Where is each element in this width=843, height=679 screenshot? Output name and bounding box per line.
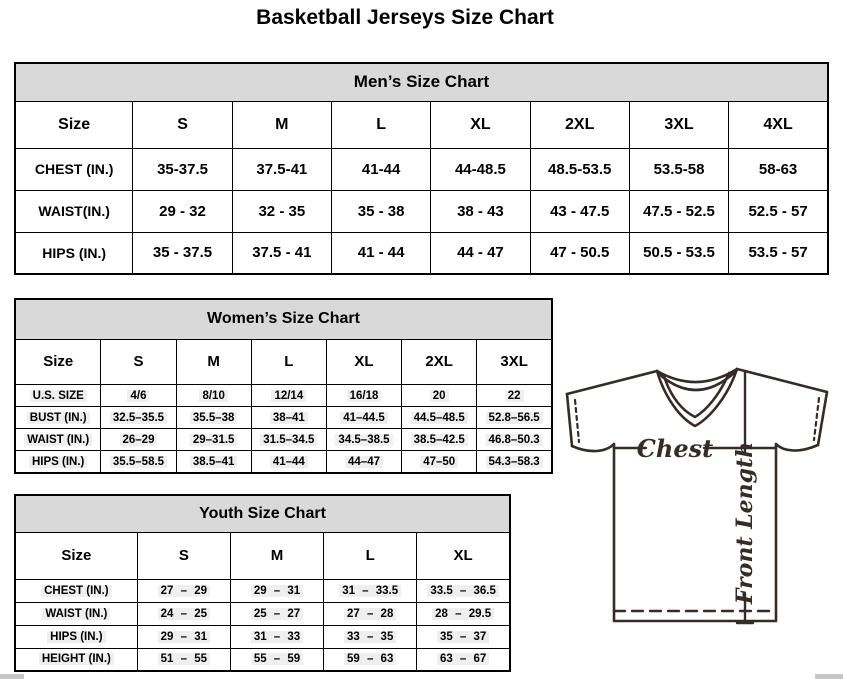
- table-title: Men’s Size Chart: [15, 63, 828, 101]
- size-cell: 8/10: [176, 384, 251, 406]
- column-header: XL: [431, 101, 530, 148]
- size-cell: 41–44: [251, 451, 326, 473]
- size-cell: 27 – 28: [324, 602, 417, 625]
- womens-size-table: [14, 298, 553, 474]
- column-header: 4XL: [729, 101, 828, 148]
- page-title: Basketball Jerseys Size Chart: [256, 6, 554, 29]
- row-label: BUST (IN.): [15, 407, 101, 429]
- size-cell: 22: [477, 384, 552, 406]
- size-cell: 43 - 47.5: [530, 190, 629, 232]
- table-row: [15, 579, 510, 602]
- row-label: WAIST (IN.): [15, 429, 101, 451]
- size-cell: 44-48.5: [431, 148, 530, 190]
- size-cell: 52.8–56.5: [477, 407, 552, 429]
- size-cell: 53.5-58: [629, 148, 728, 190]
- size-cell: 38 - 43: [431, 190, 530, 232]
- table-title: Youth Size Chart: [15, 495, 510, 532]
- size-cell: 27 – 29: [137, 579, 230, 602]
- size-cell: 26–29: [101, 429, 176, 451]
- size-cell: 25 – 27: [230, 602, 323, 625]
- column-header: 3XL: [629, 101, 728, 148]
- row-label: HIPS (IN.): [15, 232, 133, 274]
- column-header: XL: [326, 339, 401, 384]
- column-header: S: [133, 101, 232, 148]
- size-cell: 48.5-53.5: [530, 148, 629, 190]
- size-cell: 47–50: [402, 451, 477, 473]
- column-header: 2XL: [402, 339, 477, 384]
- column-header: S: [137, 532, 230, 579]
- column-header: Size: [15, 532, 137, 579]
- column-header: L: [251, 339, 326, 384]
- size-cell: 41-44: [331, 148, 430, 190]
- size-cell: 63 – 67: [417, 648, 510, 671]
- column-header: Size: [15, 101, 133, 148]
- size-cell: 33.5 – 36.5: [417, 579, 510, 602]
- size-cell: 35 – 37: [417, 625, 510, 648]
- size-cell: 29–31.5: [176, 429, 251, 451]
- size-cell: 33 – 35: [324, 625, 417, 648]
- size-cell: 44.5–48.5: [402, 407, 477, 429]
- table-row: [15, 625, 510, 648]
- table-row: [15, 407, 552, 429]
- size-cell: 32.5–35.5: [101, 407, 176, 429]
- column-header: L: [331, 101, 430, 148]
- row-label: CHEST (IN.): [15, 148, 133, 190]
- size-cell: 31 – 33.5: [324, 579, 417, 602]
- table-row: [15, 232, 828, 274]
- front-length-label: Front Length: [732, 441, 758, 605]
- size-cell: 31.5–34.5: [251, 429, 326, 451]
- column-header: M: [176, 339, 251, 384]
- size-cell: 41 - 44: [331, 232, 430, 274]
- size-cell: 16/18: [326, 384, 401, 406]
- size-cell: 37.5 - 41: [232, 232, 331, 274]
- table-row: [15, 384, 552, 406]
- table-row: [15, 602, 510, 625]
- table-row: [15, 148, 828, 190]
- jersey-measurement-diagram: [556, 360, 840, 632]
- size-cell: 29 - 32: [133, 190, 232, 232]
- size-cell: 35 - 37.5: [133, 232, 232, 274]
- jersey-outline-icon: [567, 369, 827, 621]
- column-header: L: [324, 532, 417, 579]
- size-cell: 4/6: [101, 384, 176, 406]
- table-row: [15, 451, 552, 473]
- column-header: Size: [15, 339, 101, 384]
- table-row: [15, 429, 552, 451]
- row-label: CHEST (IN.): [15, 579, 137, 602]
- size-cell: 46.8–50.3: [477, 429, 552, 451]
- size-cell: 29 – 31: [230, 579, 323, 602]
- size-cell: 20: [402, 384, 477, 406]
- size-cell: 35-37.5: [133, 148, 232, 190]
- size-cell: 38.5–41: [176, 451, 251, 473]
- size-cell: 41–44.5: [326, 407, 401, 429]
- column-header: M: [232, 101, 331, 148]
- size-cell: 29 – 31: [137, 625, 230, 648]
- size-cell: 28 – 29.5: [417, 602, 510, 625]
- row-label: HIPS (IN.): [15, 625, 137, 648]
- column-header: M: [230, 532, 323, 579]
- row-label: HIPS (IN.): [15, 451, 101, 473]
- column-header: S: [101, 339, 176, 384]
- size-cell: 35.5–58.5: [101, 451, 176, 473]
- scrollbar-fragment-right: [815, 674, 843, 679]
- size-cell: 58-63: [729, 148, 828, 190]
- size-cell: 52.5 - 57: [729, 190, 828, 232]
- mens-size-table: [14, 62, 829, 275]
- size-cell: 44 - 47: [431, 232, 530, 274]
- size-cell: 12/14: [251, 384, 326, 406]
- table-row: [15, 190, 828, 232]
- size-cell: 38–41: [251, 407, 326, 429]
- size-cell: 55 – 59: [230, 648, 323, 671]
- size-cell: 50.5 - 53.5: [629, 232, 728, 274]
- column-header: 2XL: [530, 101, 629, 148]
- size-cell: 53.5 - 57: [729, 232, 828, 274]
- chest-label: Chest: [636, 434, 714, 463]
- scrollbar-fragment-left: [0, 674, 24, 679]
- size-cell: 35 - 38: [331, 190, 430, 232]
- size-cell: 37.5-41: [232, 148, 331, 190]
- size-cell: 38.5–42.5: [402, 429, 477, 451]
- table-title: Women’s Size Chart: [15, 299, 552, 339]
- size-cell: 47 - 50.5: [530, 232, 629, 274]
- size-cell: 54.3–58.3: [477, 451, 552, 473]
- column-header: 3XL: [477, 339, 552, 384]
- size-cell: 35.5–38: [176, 407, 251, 429]
- size-cell: 31 – 33: [230, 625, 323, 648]
- size-cell: 59 – 63: [324, 648, 417, 671]
- size-cell: 24 – 25: [137, 602, 230, 625]
- size-cell: 32 - 35: [232, 190, 331, 232]
- size-cell: 44–47: [326, 451, 401, 473]
- column-header: XL: [417, 532, 510, 579]
- youth-size-table: [14, 494, 511, 672]
- row-label: U.S. SIZE: [15, 384, 101, 406]
- row-label: WAIST (IN.): [15, 602, 137, 625]
- row-label: WAIST(IN.): [15, 190, 133, 232]
- size-cell: 34.5–38.5: [326, 429, 401, 451]
- size-cell: 51 – 55: [137, 648, 230, 671]
- row-label: HEIGHT (IN.): [15, 648, 137, 671]
- size-cell: 47.5 - 52.5: [629, 190, 728, 232]
- table-row: [15, 648, 510, 671]
